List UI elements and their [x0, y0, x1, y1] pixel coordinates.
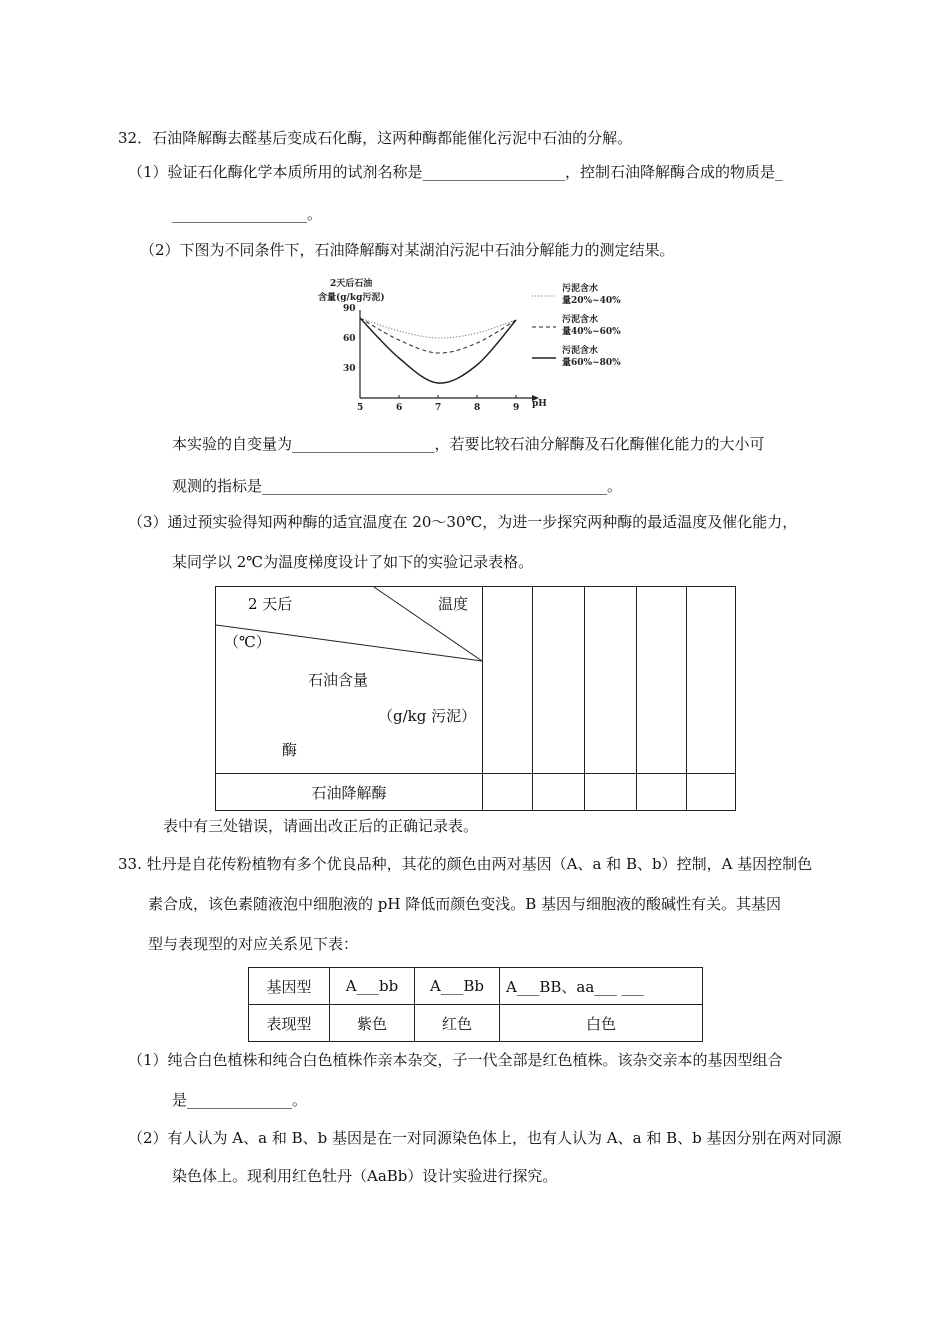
genotype-phenotype-table — [248, 967, 703, 1042]
pheno-label: 表现型 — [249, 1005, 330, 1042]
q32-part2-question-line1: 本实验的自变量为___________________，若要比较石油分解酶及石化酶催化能力的大小可 — [172, 435, 765, 453]
header-oil-content: 石油含量 — [308, 671, 369, 689]
q33-part2-line1: （2）有人认为 A、a 和 B、b 基因是在一对同源染色体上，也有人认为 A、a 和 B、b 基因分别在两对同源 — [128, 1129, 842, 1147]
geno-white: A___BB、aa___ ___ — [500, 968, 703, 1005]
series-line-1 — [360, 318, 516, 338]
q33-stem-line2: 素合成，该色素随液泡中细胞液的 pH 降低而颜色变浅。B 基因与细胞液的酸碱性有关。其基因 — [148, 895, 782, 913]
q32-table-note: 表中有三处错误，请画出改正后的正确记录表。 — [163, 817, 479, 835]
x-tick-label: 6 — [396, 403, 403, 413]
temp-col-5 — [687, 587, 736, 774]
temp-col-3 — [585, 587, 637, 774]
cell-r2-c2 — [533, 774, 585, 811]
row-oil-degrading-enzyme: 石油降解酶 — [216, 774, 483, 811]
legend-label-line1: 污泥含水 — [562, 284, 599, 294]
experiment-record-table — [215, 586, 736, 811]
y-tick-label: 30 — [343, 364, 356, 374]
header-celsius-unit: （℃） — [224, 633, 271, 651]
pheno-white: 白色 — [500, 1005, 703, 1042]
q32-part1-line1: （1）验证石化酶化学本质所用的试剂名称是___________________，控制石油降解酶合成的物质是_ — [128, 163, 783, 181]
pheno-red: 红色 — [415, 1005, 500, 1042]
y-tick-label: 60 — [343, 334, 356, 344]
x-tick-label: 7 — [435, 403, 442, 413]
geno-red: A___Bb — [415, 968, 500, 1005]
header-2-days: 2 天后 — [248, 595, 293, 613]
record-table-header-cell — [216, 587, 483, 774]
cell-r2-c1 — [483, 774, 533, 811]
cell-r2-c5 — [687, 774, 736, 811]
temp-col-1 — [483, 587, 533, 774]
q33-part1-line2: 是______________。 — [172, 1091, 308, 1109]
oil-degradation-chart — [300, 272, 660, 417]
x-tick-label: 8 — [474, 403, 481, 413]
q32-part3-line1: （3）通过预实验得知两种酶的适宜温度在 20～30℃，为进一步探究两种酶的最适温度及催化能力， — [128, 513, 798, 531]
legend-label-line2: 量40%~60% — [562, 327, 621, 337]
pheno-purple: 紫色 — [330, 1005, 415, 1042]
header-enzyme: 酶 — [282, 741, 298, 759]
header-unit-g-kg: （g/kg 污泥） — [378, 707, 477, 725]
x-tick-label: 5 — [357, 403, 364, 413]
temp-col-2 — [533, 587, 585, 774]
legend-label-line1: 污泥含水 — [562, 315, 599, 325]
q32-part2-intro: （2）下图为不同条件下，石油降解酶对某湖泊污泥中石油分解能力的测定结果。 — [140, 241, 675, 259]
chart-ylabel-line1: 2天后石油 — [330, 279, 373, 289]
geno-purple: A___bb — [330, 968, 415, 1005]
y-tick-label: 90 — [343, 304, 356, 314]
q32-stem: 32．石油降解酶去醛基后变成石化酶，这两种酶都能催化污泥中石油的分解。 — [118, 129, 633, 147]
q32-part1-line2: __________________。 — [172, 205, 323, 223]
cell-r2-c3 — [585, 774, 637, 811]
geno-label: 基因型 — [249, 968, 330, 1005]
cell-r2-c4 — [637, 774, 687, 811]
q32-part2-question-line2: 观测的指标是______________________________________________。 — [172, 477, 623, 495]
q33-stem-line1: 33. 牡丹是自花传粉植物有多个优良品种，其花的颜色由两对基因（A、a 和 B、b）控制，A 基因控制色 — [118, 855, 813, 873]
temp-col-4 — [637, 587, 687, 774]
q33-part2-line2: 染色体上。现利用红色牡丹（AaBb）设计实验进行探究。 — [172, 1167, 558, 1185]
q33-stem-line3: 型与表现型的对应关系见下表： — [148, 935, 359, 953]
header-temperature: 温度 — [438, 595, 469, 613]
q32-part3-line2: 某同学以 2℃为温度梯度设计了如下的实验记录表格。 — [172, 553, 534, 571]
x-tick-label: 9 — [513, 403, 520, 413]
series-line-3 — [360, 318, 516, 383]
chart-xlabel: pH — [532, 399, 547, 409]
q33-part1-line1: （1）纯合白色植株和纯合白色植株作亲本杂交，子一代全部是红色植株。该杂交亲本的基因型组合 — [128, 1051, 783, 1069]
chart-ylabel-line2: 含量(g/kg污泥) — [318, 293, 385, 303]
legend-label-line1: 污泥含水 — [562, 346, 599, 356]
legend-label-line2: 量60%~80% — [562, 358, 621, 368]
legend-label-line2: 量20%~40% — [562, 296, 621, 306]
